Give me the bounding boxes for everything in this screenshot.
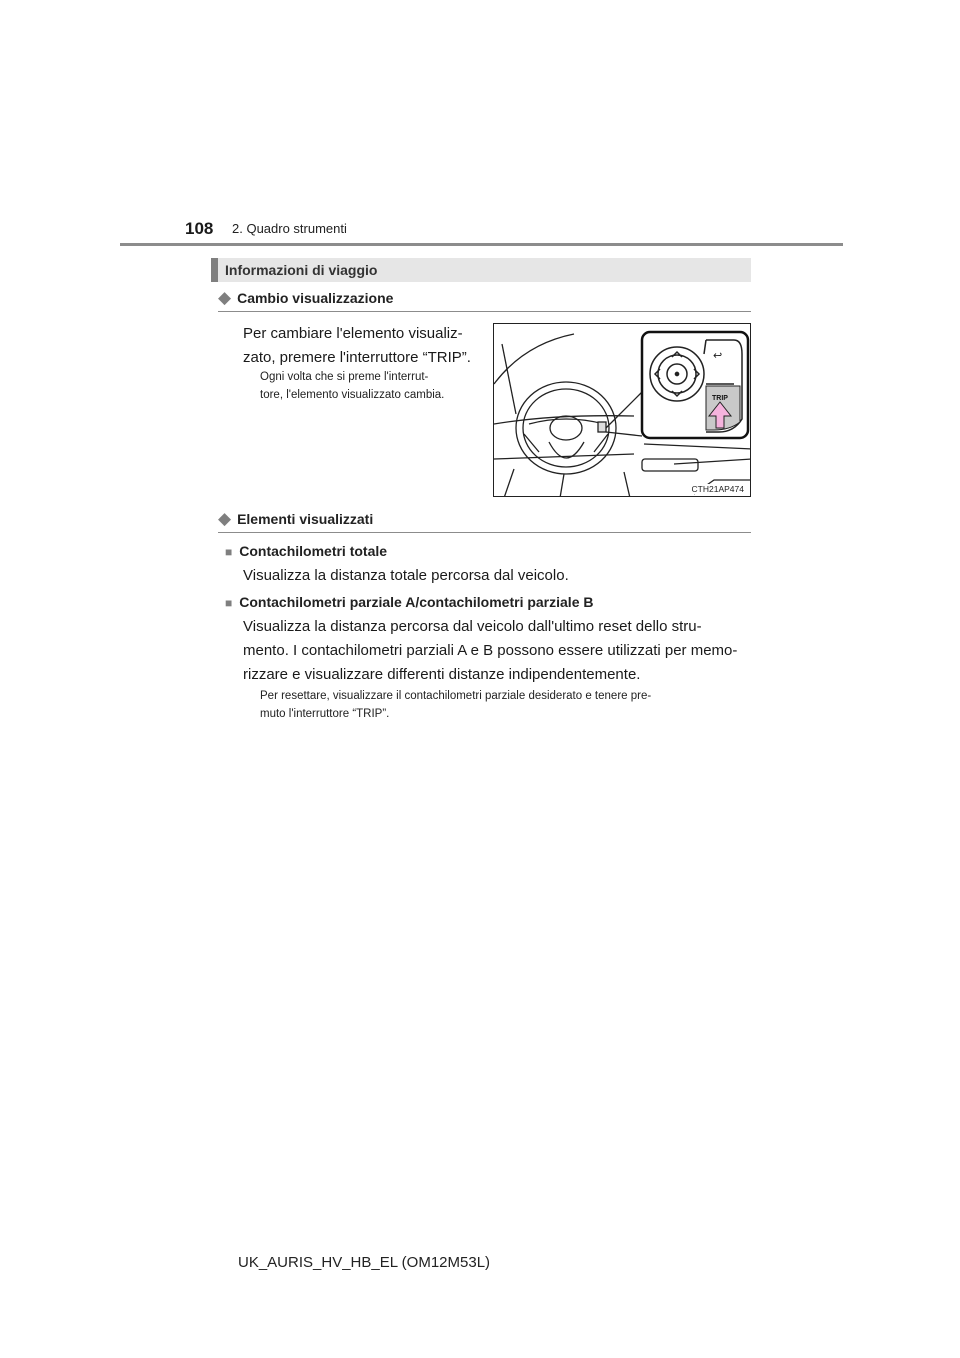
- dashboard-drawing: [494, 324, 751, 497]
- trip-switch-label: TRIP: [712, 395, 728, 402]
- steering-switch-illustration: [493, 323, 751, 497]
- chapter-title: 2. Quadro strumenti: [232, 221, 347, 236]
- page-number: 108: [185, 219, 214, 238]
- odometer-text: Visualizza la distanza totale percorsa dal veicolo.: [243, 567, 569, 584]
- square-bullet-icon: ■: [225, 545, 233, 559]
- paragraph-line: Per cambiare l'elemento visualiz-: [243, 325, 463, 342]
- note-line: muto l'interruttore “TRIP”.: [260, 708, 390, 720]
- displayed-items-heading-text: Elementi visualizzati: [237, 511, 374, 527]
- displayed-items-heading: [218, 509, 373, 529]
- figure-code: CTH21AP474: [691, 484, 744, 494]
- diamond-icon: ◆: [218, 288, 232, 307]
- display-change-paragraph: [243, 322, 476, 370]
- document-footer-code: UK_AURIS_HV_HB_EL (OM12M53L): [238, 1254, 491, 1271]
- display-change-heading: [218, 288, 393, 308]
- section-title: Informazioni di viaggio: [225, 262, 378, 278]
- note-line: Per resettare, visualizzare il contachilometri parziale desiderato e tenere pre-: [260, 690, 652, 702]
- trip-meter-text: [243, 615, 743, 687]
- display-change-note: [260, 368, 476, 404]
- odometer-heading: [225, 543, 387, 559]
- paragraph-line: rizzare e visualizzare differenti distanze indipendentemente.: [243, 666, 641, 683]
- diamond-icon: ◆: [218, 509, 232, 528]
- display-change-heading-text: Cambio visualizzazione: [237, 290, 394, 306]
- section-accent: [211, 258, 218, 282]
- display-change-rule: [218, 311, 751, 312]
- note-line: Ogni volta che si preme l'interrut-: [260, 371, 429, 383]
- section-title-bar: [211, 258, 751, 282]
- paragraph-line: Visualizza la distanza percorsa dal veicolo dall'ultimo reset dello stru-: [243, 618, 702, 635]
- trip-meter-title: Contachilometri parziale A/contachilometri parziale B: [239, 594, 594, 610]
- paragraph-line: zato, premere l'interruttore “TRIP”.: [243, 349, 471, 366]
- trip-meter-heading: [225, 594, 593, 610]
- paragraph-line: mento. I contachilometri parziali A e B possono essere utilizzati per memo-: [243, 642, 738, 659]
- back-icon: ↩: [713, 349, 723, 362]
- odometer-title: Contachilometri totale: [239, 543, 388, 559]
- displayed-items-rule: [218, 532, 751, 533]
- square-bullet-icon: ■: [225, 596, 233, 610]
- trip-meter-note: [260, 687, 743, 723]
- header-rule: [120, 243, 843, 246]
- note-line: tore, l'elemento visualizzato cambia.: [260, 389, 445, 401]
